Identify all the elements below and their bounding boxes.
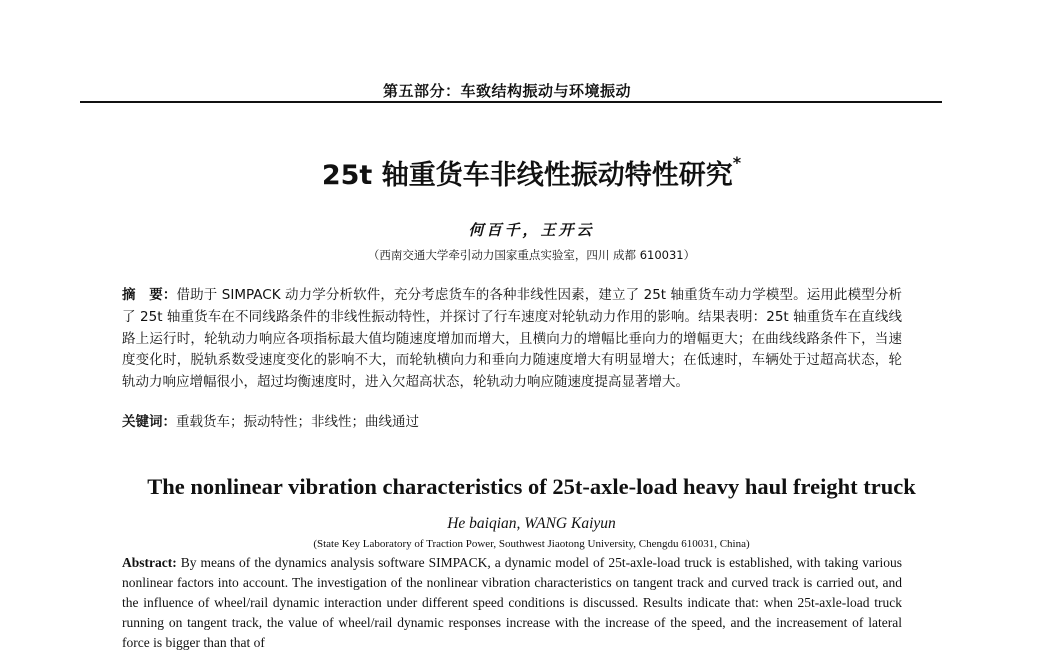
english-abstract-label: Abstract: xyxy=(122,555,177,570)
chinese-abstract-label: 摘 要： xyxy=(122,287,177,303)
chinese-title-text: 25t 轴重货车非线性振动特性研究 xyxy=(321,160,733,191)
title-footnote-mark: * xyxy=(732,153,742,172)
header-rule xyxy=(80,101,942,103)
chinese-title xyxy=(0,153,1063,192)
english-abstract xyxy=(122,553,902,653)
chinese-authors: 何百千，王开云 xyxy=(468,221,595,239)
chinese-keywords-label: 关键词： xyxy=(122,414,176,430)
chinese-keywords-text: 重载货车；振动特性；非线性；曲线通过 xyxy=(176,414,419,430)
english-affiliation: (State Key Laboratory of Traction Power, Southwest Jiaotong University, Chengdu 610031, China) xyxy=(313,538,750,550)
english-abstract-text: By means of the dynamics analysis software SIMPACK, a dynamic model of 25t-axle-load truck is established, with taking various nonlinear factors into account. The investigation of the nonlinear vibration characteristics on tangent track and curved track is carried out, and the influence of wheel/rail dynamic interaction under different speed conditions is discussed. Results indicate that: when 25t-axle-load truck running on tangent track, the value of wheel/rail dynamic responses increase with the increase of the speed, and the increasement of lateral force is bigger than that of xyxy=(122,555,903,650)
chinese-affiliation: （西南交通大学牵引动力国家重点实验室，四川 成都 610031） xyxy=(367,248,696,262)
english-authors: He baiqian, WANG Kaiyun xyxy=(447,515,616,532)
running-header: 第五部分：车致结构振动与环境振动 xyxy=(383,82,632,100)
chinese-keywords xyxy=(122,410,902,430)
chinese-abstract xyxy=(122,285,902,394)
chinese-abstract-text: 借助于 SIMPACK 动力学分析软件，充分考虑货车的各种非线性因素，建立了 25t 轴重货车动力学模型。运用此模型分析了 25t 轴重货车在不同线路条件的非线性振动特性，并探讨了行车速度对轮轨动力作用的影响。结果表明：25t 轴重货车在直线线路上运行时，轮轨动力响应各项指标最大值均随速度增加而增大，且横向力的增幅比垂向力的增幅更大；在曲线线路条件下，当速度变化时，脱轨系数受速度变化的影响不大，而轮轨横向力和垂向力随速度增大有明显增大；在低速时，车辆处于过超高状态，轮轨动力响应增幅很小，超过均衡速度时，进入欠超高状态，轮轨动力响应随速度提高显著增大。 xyxy=(122,287,902,391)
english-title: The nonlinear vibration characteristics of 25t-axle-load heavy haul freight truck xyxy=(147,474,916,499)
